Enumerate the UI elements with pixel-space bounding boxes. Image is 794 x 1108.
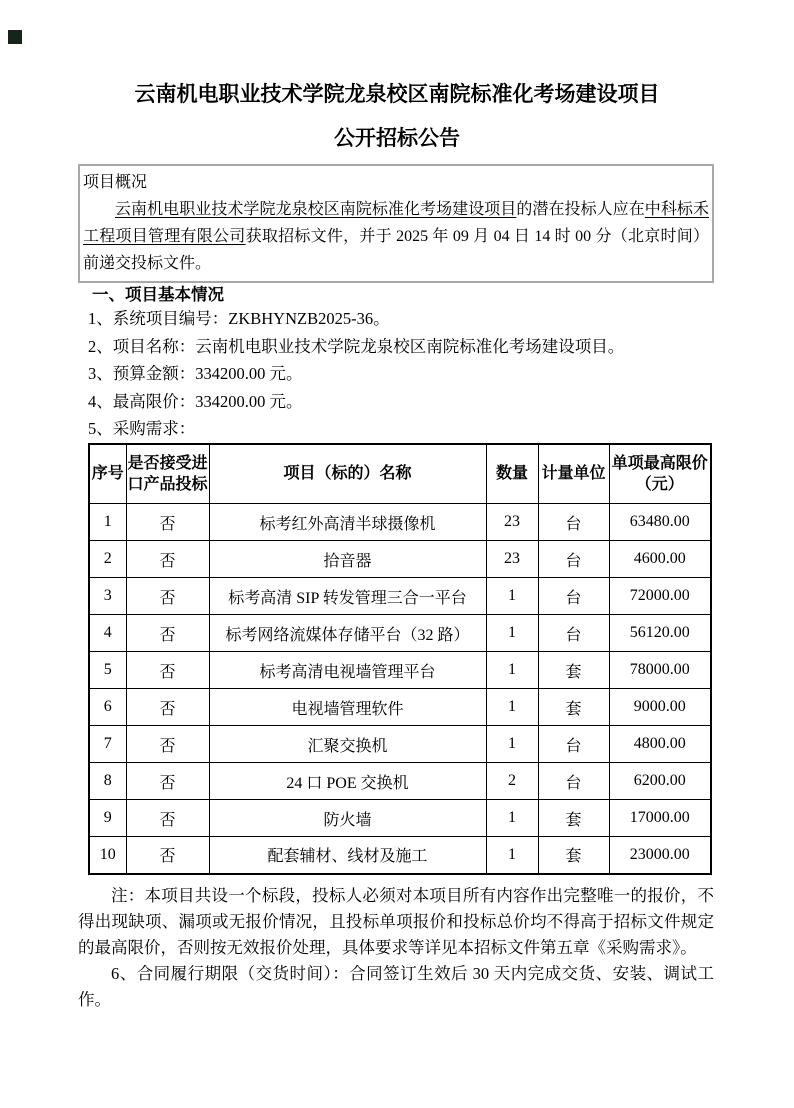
table-cell: 否 (126, 652, 209, 689)
table-cell: 9000.00 (609, 689, 711, 726)
table-row (89, 726, 711, 763)
table-cell: 78000.00 (609, 652, 711, 689)
table-cell: 1 (486, 726, 538, 763)
table-cell: 1 (486, 615, 538, 652)
project-overview-box (78, 164, 714, 283)
procurement-table (88, 443, 712, 875)
table-cell: 1 (486, 837, 538, 874)
table-cell: 17000.00 (609, 800, 711, 837)
table-cell: 1 (486, 800, 538, 837)
underlined-text: 中科标禾工程项目管理有限公司 (83, 201, 709, 245)
underlined-text: 云南机电职业技术学院龙泉校区南院标准化考场建设项目 (115, 201, 517, 218)
table-cell: 72000.00 (609, 578, 711, 615)
document-subtitle: 公开招标公告 (334, 126, 460, 150)
corner-artifact (8, 30, 22, 44)
table-cell: 否 (126, 541, 209, 578)
table-cell: 1 (89, 504, 126, 541)
table-cell: 台 (538, 504, 609, 541)
table-cell: 23000.00 (609, 837, 711, 874)
table-cell: 8 (89, 763, 126, 800)
column-header: 序号 (89, 444, 126, 504)
table-cell: 否 (126, 504, 209, 541)
table-cell: 否 (126, 837, 209, 874)
table-cell: 标考高清电视墙管理平台 (209, 652, 486, 689)
table-cell: 56120.00 (609, 615, 711, 652)
table-cell: 7 (89, 726, 126, 763)
table-cell: 6 (89, 689, 126, 726)
table-cell: 否 (126, 578, 209, 615)
table-cell: 9 (89, 800, 126, 837)
table-cell: 2 (486, 763, 538, 800)
table-row (89, 615, 711, 652)
table-cell: 防火墙 (209, 800, 486, 837)
table-row (89, 504, 711, 541)
table-cell: 标考红外高清半球摄像机 (209, 504, 486, 541)
table-row (89, 800, 711, 837)
table-cell: 23 (486, 541, 538, 578)
column-header: 数量 (486, 444, 538, 504)
table-cell: 5 (89, 652, 126, 689)
table-cell: 10 (89, 837, 126, 874)
table-cell: 24 口 POE 交换机 (209, 763, 486, 800)
column-header: 是否接受进口产品投标 (126, 444, 209, 504)
table-cell: 标考高清 SIP 转发管理三合一平台 (209, 578, 486, 615)
table-cell: 台 (538, 726, 609, 763)
table-cell: 标考网络流媒体存储平台（32 路） (209, 615, 486, 652)
table-cell: 套 (538, 837, 609, 874)
plain-text: 的潜在投标人应在 (516, 201, 645, 218)
table-cell: 否 (126, 763, 209, 800)
table-cell: 配套辅材、线材及施工 (209, 837, 486, 874)
list-item: 4、最高限价：334200.00 元。 (88, 391, 303, 411)
table-cell: 6200.00 (609, 763, 711, 800)
table-cell: 否 (126, 800, 209, 837)
table-row (89, 541, 711, 578)
table-cell: 1 (486, 578, 538, 615)
plain-text: 获取招标文件，并于 2025 年 09 月 04 日 14 时 00 分（北京时间）前递交投标文件。 (83, 228, 709, 272)
table-cell: 4800.00 (609, 726, 711, 763)
table-cell: 台 (538, 615, 609, 652)
list-item: 1、系统项目编号：ZKBHYNZB2025-36。 (88, 309, 390, 328)
table-cell: 4 (89, 615, 126, 652)
column-header: 项目（标的）名称 (209, 444, 486, 504)
table-header-row (89, 444, 711, 504)
table-cell: 套 (538, 800, 609, 837)
table-cell: 台 (538, 578, 609, 615)
list-item: 2、项目名称：云南机电职业技术学院龙泉校区南院标准化考场建设项目。 (88, 336, 625, 356)
table-cell: 2 (89, 541, 126, 578)
table-cell: 拾音器 (209, 541, 486, 578)
table-cell: 1 (486, 689, 538, 726)
document-title: 云南机电职业技术学院龙泉校区南院标准化考场建设项目 (134, 82, 660, 106)
table-cell: 否 (126, 615, 209, 652)
table-cell: 汇聚交换机 (209, 726, 486, 763)
list-item: 5、采购需求： (88, 419, 196, 438)
contract-term-paragraph: 6、合同履行期限（交货时间）：合同签订生效后 30 天内完成交货、安装、调试工作。 (78, 963, 714, 1009)
section-heading: 一、项目基本情况 (92, 285, 224, 304)
table-cell: 否 (126, 726, 209, 763)
table-row (89, 689, 711, 726)
table-cell: 4600.00 (609, 541, 711, 578)
table-row (89, 837, 711, 874)
table-row (89, 578, 711, 615)
table-row (89, 652, 711, 689)
table-row (89, 763, 711, 800)
column-header: 计量单位 (538, 444, 609, 504)
table-cell: 台 (538, 763, 609, 800)
table-cell: 套 (538, 652, 609, 689)
table-cell: 套 (538, 689, 609, 726)
list-item: 3、预算金额：334200.00 元。 (88, 364, 303, 383)
table-body (89, 504, 711, 874)
table-cell: 23 (486, 504, 538, 541)
table-cell: 63480.00 (609, 504, 711, 541)
overview-heading: 项目概况 (83, 174, 148, 191)
basic-info-list (88, 305, 794, 443)
table-cell: 3 (89, 578, 126, 615)
table-cell: 否 (126, 689, 209, 726)
overview-paragraph (83, 196, 709, 277)
note-paragraph: 注：本项目共设一个标段，投标人必须对本项目所有内容作出完整唯一的报价，不得出现缺项、漏项或无报价情况，且投标单项报价和投标总价均不得高于招标文件规定的最高限价，否则按无效报价处理，具体要求等详见本招标文件第五章《采购需求》。 (78, 885, 714, 957)
table-cell: 1 (486, 652, 538, 689)
table-cell: 台 (538, 541, 609, 578)
table-cell: 电视墙管理软件 (209, 689, 486, 726)
column-header: 单项最高限价（元） (609, 444, 711, 504)
